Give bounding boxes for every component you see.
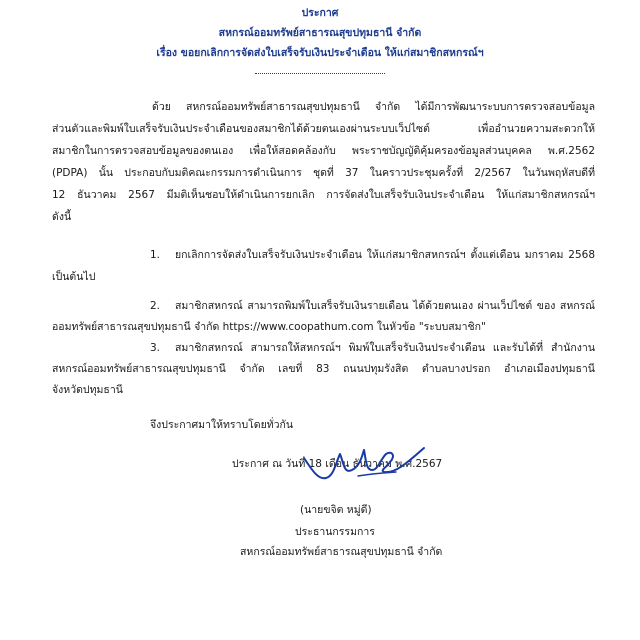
header-divider [255, 73, 385, 74]
item-1-line-2: เป็นต้นไป [52, 271, 96, 283]
signer-name: (นายขจิต หมู่ดี) [300, 504, 372, 516]
intro-line-6: ดังนี้ [52, 211, 72, 223]
signature-image [300, 440, 440, 488]
signer-position: ประธานกรรมการ [295, 526, 375, 538]
signer-organization: สหกรณ์ออมทรัพย์สาธารณสุขปทุมธานี จำกัด [240, 546, 443, 558]
announcement-date: ประกาศ ณ วันที่ 18 เดือน ธันวาคม พ.ศ.2567 [232, 458, 443, 470]
item-3-number: 3. [150, 342, 161, 354]
closing-statement: จึงประกาศมาให้ทราบโดยทั่วกัน [150, 419, 294, 431]
item-3-line-3: จังหวัดปทุมธานี [52, 384, 123, 396]
intro-line-5: 12 ธันวาคม 2567 มีมติเห็นชอบให้ดำเนินการยกเลิก การจัดส่งใบเสร็จรับเงินประจำเดือน ให้แก่สมาชิกสหกรณ์ฯ [52, 189, 595, 201]
item-2-line-2: ออมทรัพย์สาธารณสุขปทุมธานี จำกัด https://www.coopathum.com ในหัวข้อ "ระบบสมาชิก" [52, 321, 486, 333]
item-1-number: 1. [150, 249, 161, 261]
intro-line-2: ส่วนตัวและพิมพ์ใบเสร็จรับเงินประจำเดือนของสมาชิกได้ด้วยตนเองผ่านระบบเว็ปไซต์ เพื่ออำนวยความสะดวกให้ [52, 123, 595, 135]
intro-line-4: (PDPA) นั้น ประกอบกับมติคณะกรรมการดำเนินการ ชุดที่ 37 ในคราวประชุมครั้งที่ 2/2567 ในวันพฤหัสบดีที่ [52, 167, 595, 179]
subject-line: เรื่อง ขอยกเลิกการจัดส่งใบเสร็จรับเงินประจำเดือน ให้แก่สมาชิกสหกรณ์ฯ [156, 47, 484, 59]
organization-name: สหกรณ์ออมทรัพย์สาธารณสุขปทุมธานี จำกัด [218, 27, 422, 39]
announcement-title: ประกาศ [301, 7, 339, 19]
item-3-line-1: สมาชิกสหกรณ์ สามารถให้สหกรณ์ฯ พิมพ์ใบเสร็จรับเงินประจำเดือน และรับได้ที่ สำนักงาน [175, 342, 595, 354]
item-3-line-2: สหกรณ์ออมทรัพย์สาธารณสุขปทุมธานี จำกัด เลขที่ 83 ถนนปทุมรังสิต ตำบลบางปรอก อำเภอเมืองปทุมธานี [52, 363, 595, 375]
item-1-line-1: ยกเลิกการจัดส่งใบเสร็จรับเงินประจำเดือน ให้แก่สมาชิกสหกรณ์ฯ ตั้งแต่เดือน มกราคม 2568 [175, 249, 595, 261]
intro-line-3: สมาชิกในการตรวจสอบข้อมูลของตนเอง เพื่อให้สอดคล้องกับ พระราชบัญญัติคุ้มครองข้อมูลส่วนบุคคล พ.ศ.2562 [52, 145, 595, 157]
intro-line-1: ด้วย สหกรณ์ออมทรัพย์สาธารณสุขปทุมธานี จำกัด ได้มีการพัฒนาระบบการตรวจสอบข้อมูล [152, 101, 595, 113]
item-2-line-1: สมาชิกสหกรณ์ สามารถพิมพ์ใบเสร็จรับเงินรายเดือน ได้ด้วยตนเอง ผ่านเว็ปไซต์ ของ สหกรณ์ [175, 300, 595, 312]
item-2-number: 2. [150, 300, 161, 312]
